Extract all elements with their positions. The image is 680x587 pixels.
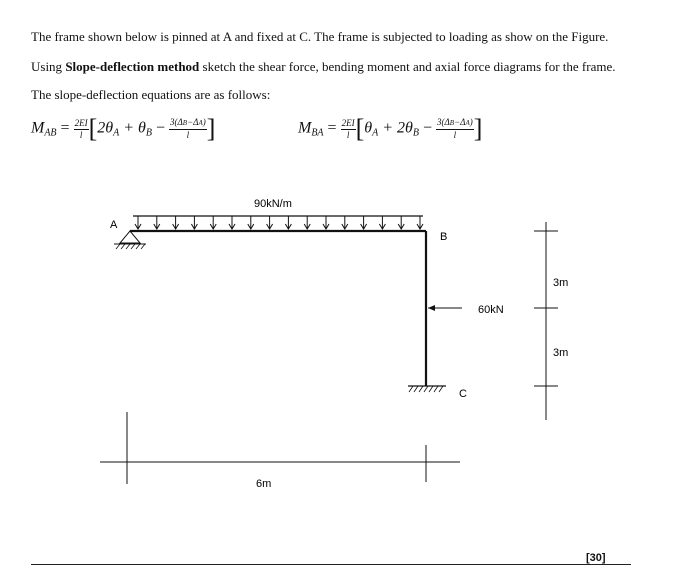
fixed-support-c [408,386,446,392]
equations-intro: The slope-deflection equations are as follows: [31,87,271,102]
eq2-term-a: θ [364,119,373,137]
dim-horizontal-label: 6m [256,478,272,490]
eq1-equals: = [56,119,74,137]
eq1-delta-num: 3(ΔB−ΔA) [169,117,207,130]
eq2-term-b-sub: B [412,127,419,139]
marks-label: [30] [586,552,606,564]
problem-statement-line-1: The frame shown below is pinned at A and fixed at C. The frame is subjected to loading as show on the Figure. [31,29,609,44]
eq1-coef-den: l [79,129,83,140]
dim-top-label: 3m [553,277,569,289]
eq2-coef-den: l [346,129,350,140]
point-c-label: C [459,388,467,400]
eq1-delta-den: l [186,130,190,140]
eq2-coef-num: 2EI [341,117,355,128]
point-b-label: B [440,231,448,243]
eq1-open-bracket: [ [88,114,98,143]
eq2-equals: = [323,119,341,137]
force-label: 60kN [478,304,504,316]
eq1-minus: − [151,119,170,137]
point-load-arrow [428,305,462,311]
dim-bottom-label: 3m [553,347,569,359]
eq2-lhs-sub: BA [311,127,324,139]
load-label: 90kN/m [254,198,292,210]
eq1-lhs: M [31,119,45,137]
eq2-term-b: + 2θ [378,119,413,137]
point-a-label: A [110,219,118,231]
eq1-lhs-sub: AB [44,127,57,139]
text-using: Using [31,59,66,74]
eq1-term-b: + θ [119,119,146,137]
eq2-open-bracket: [ [355,114,365,143]
eq1-term-b-sub: B [145,127,152,139]
eq1-term-a-sub: A [113,127,120,139]
bottom-rule [31,564,631,565]
eq1-coef-num: 2EI [74,117,88,128]
vertical-dimension [534,222,558,420]
eq2-lhs: M [298,119,312,137]
eq1-term-a: 2θ [97,119,114,137]
eq2-delta-num: 3(ΔB−ΔA) [436,117,474,130]
eq2-term-a-sub: A [372,127,379,139]
distributed-load-arrows [135,216,423,229]
text-instruction: sketch the shear force, bending moment and axial force diagrams for the frame. [199,59,616,74]
eq2-minus: − [418,119,437,137]
method-name: Slope-deflection method [65,59,200,74]
pin-support-a [114,231,146,249]
eq2-delta-den: l [453,130,457,140]
eq2-close-bracket: ] [473,114,483,143]
eq1-close-bracket: ] [206,114,216,143]
horizontal-dimension [100,412,460,484]
